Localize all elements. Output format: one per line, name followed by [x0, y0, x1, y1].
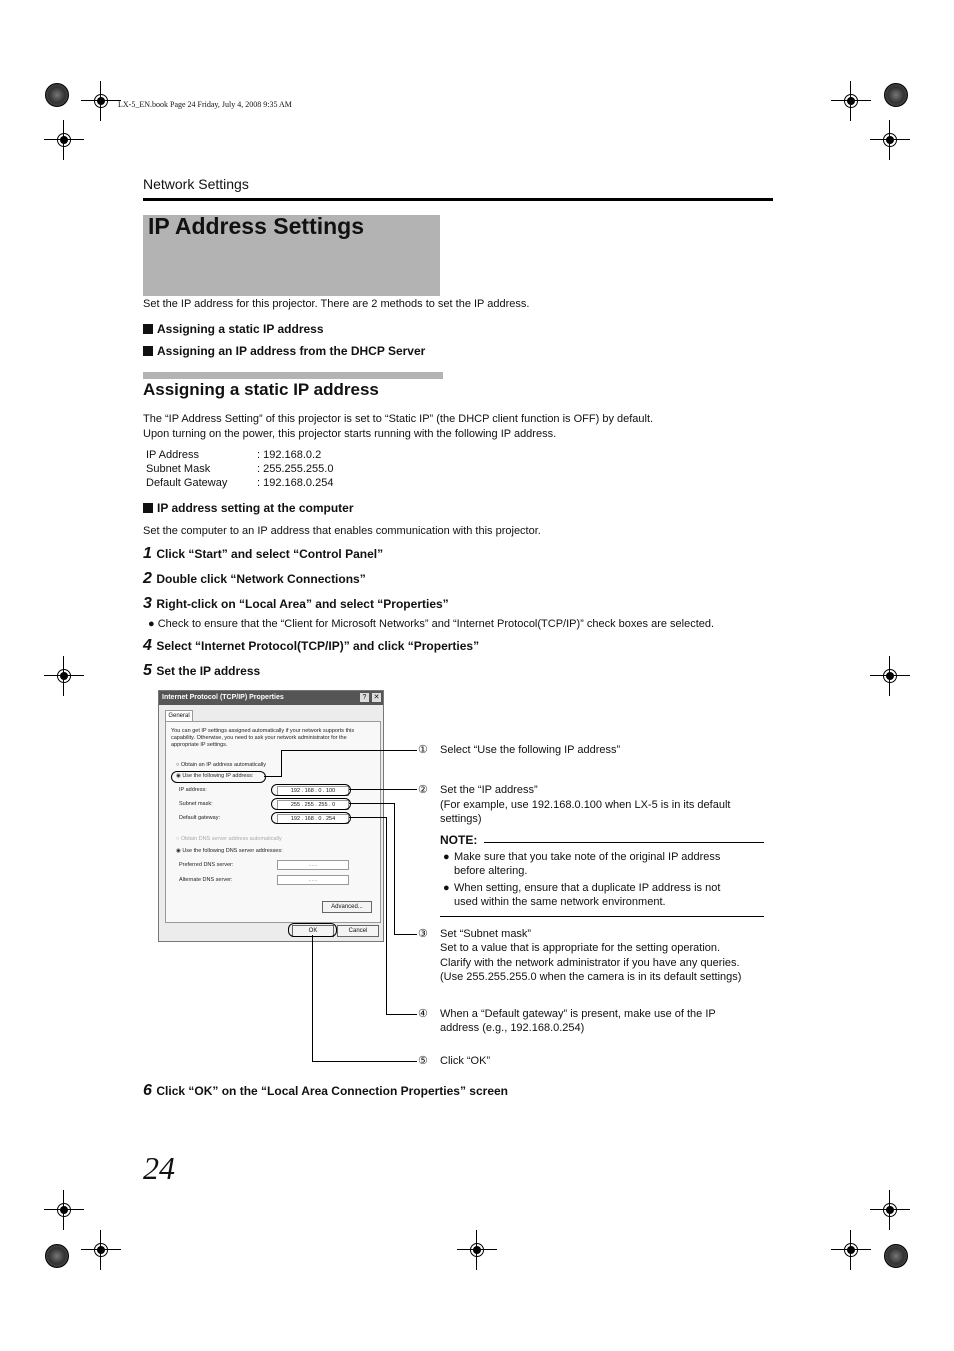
bullet-icon: ●	[443, 882, 450, 894]
leader-line	[281, 750, 282, 777]
default-label: Default Gateway	[146, 477, 228, 489]
close-icon[interactable]: ✕	[373, 694, 380, 701]
callout-oval	[271, 784, 351, 796]
step: 5 Set the IP address	[143, 662, 261, 679]
ok-button[interactable]: OK	[292, 925, 334, 937]
callout-text: (For example, use 192.168.0.100 when LX-5 is in its default	[440, 799, 731, 811]
leader-line	[349, 803, 395, 804]
registration-mark	[457, 1230, 497, 1270]
callout-oval	[271, 812, 351, 824]
paragraph: The “IP Address Setting” of this projector is set to “Static IP” (the DHCP client function is OFF) by default.	[143, 413, 654, 425]
registration-mark	[44, 120, 84, 160]
radio-use-dns[interactable]: ◉ Use the following DNS server addresses:	[176, 848, 283, 854]
leader-line	[394, 803, 395, 934]
step: 6 Click “OK” on the “Local Area Connection Properties” screen	[143, 1082, 508, 1099]
step: 2 Double click “Network Connections”	[143, 570, 366, 587]
bullet-icon: ●	[148, 618, 155, 630]
note-text: Make sure that you take note of the original IP address	[454, 851, 721, 863]
section-label: Network Settings	[143, 176, 249, 192]
registration-mark	[44, 1190, 84, 1230]
callout-text: Set “Subnet mask”	[440, 928, 532, 940]
callout-number: ③	[418, 928, 428, 940]
callout-text: Clarify with the network administrator if you have any queries.	[440, 957, 740, 969]
callout-number: ④	[418, 1008, 428, 1020]
printer-dial-mark	[45, 83, 69, 107]
registration-mark	[870, 120, 910, 160]
callout-text: Set to a value that is appropriate for the setting operation.	[440, 942, 721, 954]
callout-text: address (e.g., 192.168.0.254)	[440, 1022, 585, 1034]
preferred-dns-field[interactable]: . . .	[277, 860, 349, 870]
intro-text: Set the IP address for this projector. There are 2 methods to set the IP address.	[143, 298, 530, 310]
advanced-button[interactable]: Advanced...	[322, 901, 372, 913]
note-top-rule	[484, 842, 764, 843]
leader-line	[386, 1014, 417, 1015]
header-rule	[143, 198, 773, 201]
subheading: Assigning a static IP address	[143, 380, 379, 399]
registration-mark	[44, 656, 84, 696]
registration-mark	[81, 1230, 121, 1270]
callout-oval	[271, 798, 351, 810]
leader-line	[312, 935, 313, 1061]
leader-line	[349, 817, 387, 818]
default-value: : 192.168.0.2	[257, 449, 322, 461]
registration-mark	[81, 81, 121, 121]
bullet-icon: ●	[443, 851, 450, 863]
computer-text: Set the computer to an IP address that enables communication with this projector.	[143, 525, 541, 537]
leader-line	[312, 1061, 417, 1062]
gateway-label: Default gateway:	[179, 815, 220, 821]
callout-number: ①	[418, 744, 428, 756]
leader-line	[386, 817, 387, 1014]
leader-line	[394, 934, 417, 935]
default-label: IP Address	[146, 449, 199, 461]
subheading-bar	[143, 372, 443, 379]
preferred-dns-label: Preferred DNS server:	[179, 862, 234, 868]
leader-line	[349, 789, 417, 790]
note-item	[443, 850, 450, 865]
paragraph: Upon turning on the power, this projector starts running with the following IP address.	[143, 428, 557, 440]
callout-text: Select “Use the following IP address”	[440, 744, 621, 756]
registration-mark	[870, 1190, 910, 1230]
dialog-title: Internet Protocol (TCP/IP) Properties	[159, 691, 383, 705]
default-value: : 192.168.0.254	[257, 477, 334, 489]
page-title: IP Address Settings	[148, 213, 365, 239]
step: 1 Click “Start” and select “Control Panel”	[143, 545, 384, 562]
default-gateway-field[interactable]: 192 . 168 . 0 . 254	[277, 814, 349, 824]
square-bullet-icon	[143, 324, 153, 334]
dialog-description: You can get IP settings assigned automatically if your network supports this capability. Otherwise, you need to ask your network administrator for the appropriate IP settings.	[171, 728, 355, 748]
tab-general[interactable]: General	[165, 710, 193, 721]
step: 4 Select “Internet Protocol(TCP/IP)” and click “Properties”	[143, 637, 480, 654]
note-item	[443, 881, 450, 896]
callout-text: Set the “IP address”	[440, 784, 538, 796]
step: 3 Right-click on “Local Area” and select “Properties”	[143, 595, 449, 612]
default-value: : 255.255.255.0	[257, 463, 334, 475]
alternate-dns-field[interactable]: . . .	[277, 875, 349, 885]
method-item: Assigning a static IP address	[143, 322, 324, 337]
leader-line	[281, 750, 417, 751]
ip-label: IP address:	[179, 787, 207, 793]
note-label: NOTE:	[440, 833, 478, 847]
radio-obtain-dns[interactable]: ○ Obtain DNS server address automatically	[176, 836, 282, 842]
callout-number: ⑤	[418, 1055, 428, 1067]
mask-label: Subnet mask:	[179, 801, 213, 807]
registration-mark	[831, 1230, 871, 1270]
file-info-header: LX-5_EN.book Page 24 Friday, July 4, 2008 9:35 AM	[118, 100, 292, 109]
note-text: When setting, ensure that a duplicate IP address is not	[454, 882, 721, 894]
subnet-mask-field[interactable]: 255 . 255 . 255 . 0	[277, 800, 349, 810]
callout-oval	[171, 771, 266, 783]
note-text: before altering.	[454, 865, 528, 877]
square-bullet-icon	[143, 346, 153, 356]
callout-text: When a “Default gateway” is present, make use of the IP	[440, 1008, 716, 1020]
registration-mark	[870, 656, 910, 696]
alternate-dns-label: Alternate DNS server:	[179, 877, 233, 883]
registration-mark	[831, 81, 871, 121]
step-bullet: ● Check to ensure that the “Client for Microsoft Networks” and “Internet Protocol(TCP/IP)” check boxes are selected.	[148, 618, 715, 630]
note-bottom-rule	[440, 916, 764, 917]
default-label: Subnet Mask	[146, 463, 211, 475]
radio-obtain-ip[interactable]: ○ Obtain an IP address automatically	[176, 762, 267, 768]
callout-number: ②	[418, 784, 428, 796]
callout-text: Click “OK”	[440, 1055, 491, 1067]
cancel-button[interactable]: Cancel	[337, 925, 379, 937]
printer-dial-mark	[884, 83, 908, 107]
callout-text: (Use 255.255.255.0 when the camera is in its default settings)	[440, 971, 742, 983]
callout-text: settings)	[440, 813, 482, 825]
printer-dial-mark	[45, 1244, 69, 1268]
radio-use-ip[interactable]: ◉ Use the following IP address:	[176, 773, 254, 779]
computer-heading: IP address setting at the computer	[143, 501, 354, 516]
page-number: 24	[143, 1150, 175, 1186]
method-item: Assigning an IP address from the DHCP Server	[143, 344, 425, 359]
printer-dial-mark	[884, 1244, 908, 1268]
help-icon[interactable]: ?	[360, 693, 369, 702]
square-bullet-icon	[143, 503, 153, 513]
note-text: used within the same network environment.	[454, 896, 666, 908]
ip-address-field[interactable]: 192 . 168 . 0 . 100	[277, 786, 349, 796]
leader-line	[264, 776, 282, 777]
